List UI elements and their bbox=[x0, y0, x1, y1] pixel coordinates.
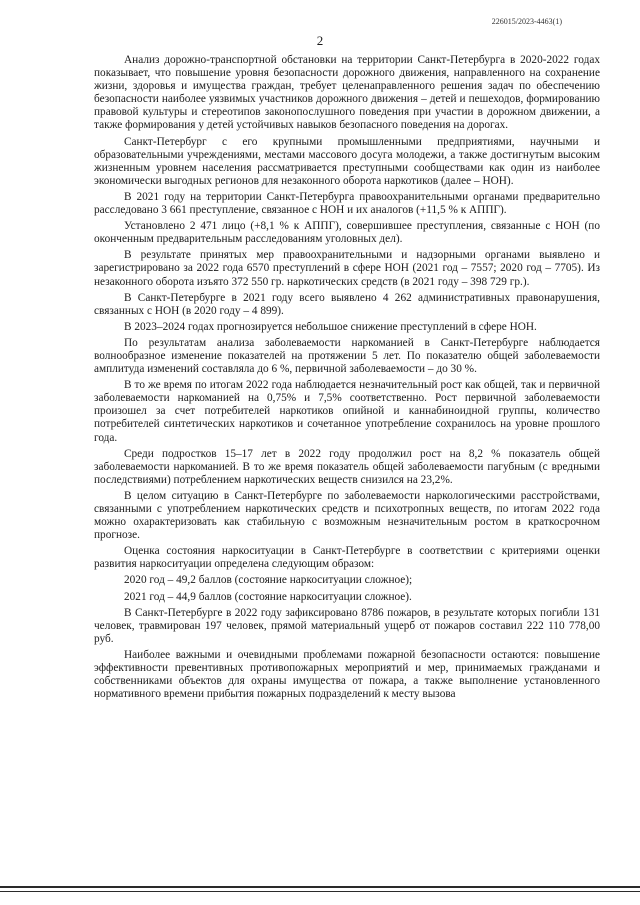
scan-border-line-secondary bbox=[0, 891, 640, 892]
page-number: 2 bbox=[316, 33, 324, 48]
paragraph-road-safety: Анализ дорожно-транспортной обстановки на территории Санкт-Петербурга в 2020-2022 годах показывает, что повышение уровня безопасности дорожного движения, направленного на сохранение жизни, здоровья и имущества граждан, требует целенаправленного решения задач по обеспечению безопасности наиболее уязвимых участников дорожного движения – детей и пешеходов, формированию правовой культуры и стереотипов законопослушного поведения при участии в дорожном движении, а также формирования у детей устойчивых навыков безопасного поведения на дорогах. bbox=[94, 54, 600, 132]
document-registration-number: 226015/2023-4463(1) bbox=[491, 17, 562, 26]
paragraph-morbidity-2022: В то же время по итогам 2022 года наблюдается незначительный рост как общей, так и первичной заболеваемости наркоманией на 0,75% и 7,5% соответственно. Рост первичной заболеваемости произошел за счет потребителей наркотиков опийной и каннабиноидной группы, количество потребителей синтетических наркотиков и сочетанное употребление сохранилось на уровне прошлого года. bbox=[94, 379, 600, 444]
paragraph-fires-2022: В Санкт-Петербурге в 2022 году зафиксировано 8786 пожаров, в результате которых погибли 131 человек, травмирован 197 человек, прямой материальный ущерб от пожаров составил 222 110 778,00 руб. bbox=[94, 606, 600, 645]
paragraph-assessment-intro: Оценка состояния наркоситуации в Санкт-Петербурге в соответствии с критериями оценки развития наркоситуации определена следующим образом: bbox=[94, 545, 600, 571]
paragraph-teenagers: Среди подростков 15–17 лет в 2022 году продолжил рост на 8,2 % показатель общей заболеваемости наркоманией. В то же время показатель общей заболеваемости пагубным (с вредными последствиями) потреблением наркотических веществ снизился на 23,2%. bbox=[94, 447, 600, 486]
assessment-2021: 2021 год – 44,9 баллов (состояние наркоситуации сложное). bbox=[124, 590, 412, 603]
paragraph-crimes-2021: В 2021 году на территории Санкт-Петербурга правоохранительными органами предварительно расследовано 3 661 преступление, связанное с НОН и их аналогов (+11,5 % к АППГ). bbox=[94, 190, 600, 217]
document-body bbox=[94, 54, 600, 704]
paragraph-morbidity-analysis: По результатам анализа заболеваемости наркоманией в Санкт-Петербурге наблюдается волнообразное изменение показателей на протяжении 5 лет. По показателю общей заболеваемости амплитуда изменений составляла до 6 %, первичной заболеваемости – до 30 %. bbox=[94, 336, 600, 376]
paragraph-crimes-2022: В результате принятых мер правоохранительными и надзорными органами выявлено и зарегистрировано за 2022 года 6570 преступлений в сфере НОН (2021 год – 7557; 2020 год – 7705). Из незаконного оборота изъято 372 550 гр. наркотических средств (в 2021 году – 398 729 гр.). bbox=[94, 249, 600, 288]
scan-border-line bbox=[0, 886, 640, 888]
paragraph-forecast: В 2023–2024 годах прогнозируется небольшое снижение преступлений в сфере НОН. bbox=[124, 320, 537, 333]
assessment-2020: 2020 год – 49,2 баллов (состояние наркоситуации сложное); bbox=[124, 574, 413, 587]
paragraph-overall-situation: В целом ситуацию в Санкт-Петербурге по заболеваемости наркологическими расстройствами, связанными с употреблением наркотических средств и психотропных веществ, по итогам 2022 года можно охарактеризовать как стабильную с возможным незначительным ростом в краткосрочном прогнозе. bbox=[94, 489, 600, 542]
paragraph-drug-trafficking-region: Санкт-Петербург с его крупными промышленными предприятиями, научными и образовательными учреждениями, местами массового досуга молодежи, а также достигнутым высоким жизненным уровнем населения рассматривается преступными сообществами как один из наиболее экономически выгодных регионов для незаконного оборота наркотиков (далее – НОН). bbox=[94, 135, 600, 187]
paragraph-persons-established: Установлено 2 471 лицо (+8,1 % к АППГ), совершившее преступления, связанные с НОН (по оконченным предварительным расследованиям уголовных дел). bbox=[94, 220, 600, 246]
paragraph-administrative-offenses: В Санкт-Петербурге в 2021 году всего выявлено 4 262 административных правонарушения, связанных с НОН (в 2020 году – 4 899). bbox=[94, 291, 600, 317]
paragraph-fire-safety-problems: Наиболее важными и очевидными проблемами пожарной безопасности остаются: повышение эффективности превентивных противопожарных мероприятий и мер, принимаемых гражданами и собственниками объектов для охраны имущества от пожара, а также выполнение установленного нормативного времени прибытия пожарных подразделений к месту вызова bbox=[94, 648, 600, 701]
